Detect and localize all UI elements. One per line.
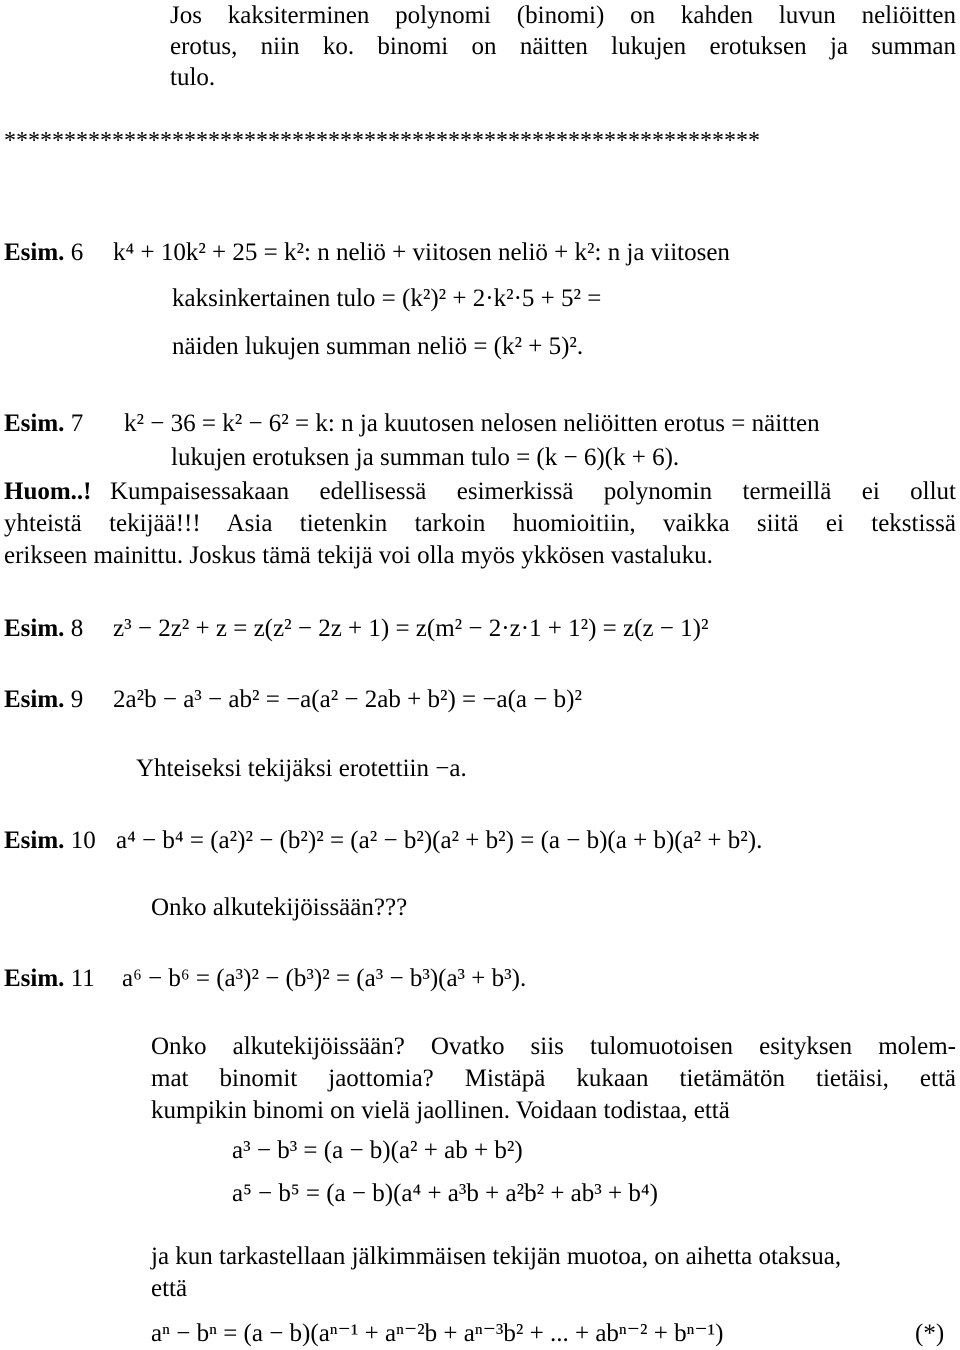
intro-line-2: erotus, niin ko. binomi on näitten lukujen erotuksen ja summan [170,33,956,60]
example-9-note: Yhteiseksi tekijäksi erotettiin −a. [136,755,467,782]
note-line-3: erikseen mainittu. Joskus tämä tekijä voi olla myös ykkösen vastaluku. [4,542,713,569]
example-number: 11 [70,965,95,992]
example-10-expression: a⁴ − b⁴ = (a²)² − (b²)² = (a² − b²)(a² + b²) = (a − b)(a + b)(a² + b²). [116,827,763,854]
note-line-1: Kumpaisessakaan edellisessä esimerkissä polynomin termeillä ei ollut [110,478,956,505]
formula-difference-of-fifth-powers: a⁵ − b⁵ = (a − b)(a⁴ + a³b + a²b² + ab³ + b⁴) [232,1180,658,1207]
example-label: Esim. [4,827,65,854]
example-11-para-line-2: mat binomit jaottomia? Mistäpä kukaan tietämätön tietäisi, että [151,1065,956,1092]
example-8-heading [4,613,83,645]
example-11-expression: a⁶ − b⁶ = (a³)² − (b³)² = (a³ − b³)(a³ + b³). [122,965,527,992]
example-7-heading [4,408,83,440]
example-9-heading [4,684,83,716]
example-7-line-1: k² − 36 = k² − 6² = k: n ja kuutosen nelosen neliöitten erotus = näitten [124,410,820,437]
example-label: Esim. [4,686,65,713]
example-number: 7 [70,410,84,437]
intro-line-3: tulo. [170,64,216,91]
example-6-line-2: kaksinkertainen tulo = (k²)² + 2·k²·5 + 5² = [172,285,602,312]
example-label: Esim. [4,239,65,266]
formula-difference-of-cubes: a³ − b³ = (a − b)(a² + ab + b²) [232,1137,523,1164]
example-8-expression: z³ − 2z² + z = z(z² − 2z + 1) = z(m² − 2·z·1 + 1²) = z(z − 1)² [113,615,709,642]
example-number: 8 [70,615,84,642]
example-9-expression: 2a²b − a³ − ab² = −a(a² − 2ab + b²) = −a(a − b)² [113,686,582,713]
example-11-para-line-1: Onko alkutekijöissään? Ovatko siis tulomuotoisen esityksen molem- [151,1033,956,1060]
note-label: Huom..! [4,478,92,505]
example-number: 6 [70,239,84,266]
example-10-question: Onko alkutekijöissään??? [151,894,408,921]
example-label: Esim. [4,965,65,992]
example-7-line-2: lukujen erotuksen ja summan tulo = (k − 6)(k + 6). [171,444,680,471]
example-11-heading [4,963,95,995]
note-line-2: yhteistä tekijää!!! Asia tietenkin tarkoin huomioitiin, vaikka siitä ei tekstissä [4,510,956,537]
example-number: 10 [70,827,96,854]
example-11-para-line-3: kumpikin binomi on vielä jaollinen. Voidaan todistaa, että [151,1097,730,1124]
example-6-line-1: k⁴ + 10k² + 25 = k²: n neliö + viitosen neliö + k²: n ja viitosen [113,239,730,266]
example-label: Esim. [4,410,65,437]
intro-line-1: Jos kaksiterminen polynomi (binomi) on kahden luvun neliöitten [170,2,956,29]
example-6-line-3: näiden lukujen summan neliö = (k² + 5)². [172,333,584,360]
example-10-heading [4,825,96,857]
separator: *************************************************************** [4,128,760,154]
example-label: Esim. [4,615,65,642]
example-6-heading [4,237,83,269]
example-11-para2-line-2: että [151,1275,188,1302]
example-11-para2-line-1: ja kun tarkastellaan jälkimmäisen tekijän muotoa, on aihetta otaksua, [151,1243,842,1270]
general-formula-tag: (*) [915,1320,945,1347]
general-formula: aⁿ − bⁿ = (a − b)(aⁿ⁻¹ + aⁿ⁻²b + aⁿ⁻³b² + ... + abⁿ⁻² + bⁿ⁻¹) [151,1320,724,1347]
example-number: 9 [70,686,84,713]
